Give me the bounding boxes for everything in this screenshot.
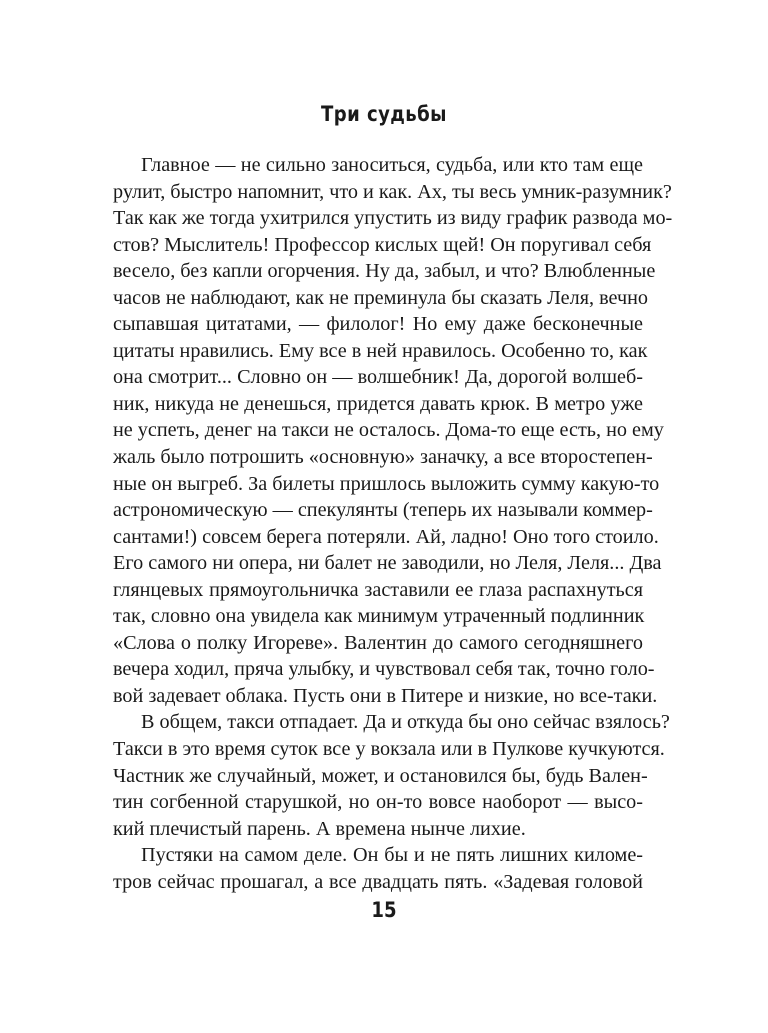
chapter-title: Три судьбы <box>321 102 447 126</box>
text-line: вой задевает облака. Пусть они в Питере и низкие, но все-таки. <box>113 684 658 707</box>
text-line: сыпавшая цитатами, — филолог! Но ему даже бесконечные <box>113 313 643 336</box>
text-line: Главное — не сильно заноситься, судьба, или кто там еще <box>141 154 643 176</box>
text-line: цитаты нравились. Ему все в ней нравилось. Особенно то, как <box>113 339 648 362</box>
text-line: тин согбенной старушкой, но он-то вовсе наоборот — высо- <box>113 791 643 814</box>
text-line: стов? Мыслитель! Профессор кислых щей! Он поругивал себя <box>113 233 652 256</box>
text-line: астрономическую — спекулянты (теперь их называли коммер- <box>113 499 653 522</box>
text-line: рулит, быстро напомнит, что и как. Ах, ты весь умник-разумник? <box>113 180 672 203</box>
text-line: она смотрит... Словно он — волшебник! Да, дорогой волшеб- <box>113 366 643 389</box>
text-line: часов не наблюдают, как не преминула бы сказать Леля, вечно <box>113 286 648 309</box>
text-line: весело, без капли огорчения. Ну да, забыл, и что? Влюбленные <box>113 260 656 283</box>
text-line: Пустяки на самом деле. Он бы и не пять лишних киломе- <box>141 844 643 867</box>
text-line: глянцевых прямоугольничка заставили ее глаза распахнуться <box>113 578 643 601</box>
text-line: «Слова о полку Игореве». Валентин до самого сегодняшнего <box>113 631 643 654</box>
text-line: не успеть, денег на такси не осталось. Дома-то еще есть, но ему <box>113 419 664 442</box>
text-line: Частник же случайный, может, и остановился бы, будь Вален- <box>113 764 648 787</box>
text-line: тров сейчас прошагал, а все двадцать пять. «Задевая головой <box>113 870 643 893</box>
text-line: так, словно она увидела как минимум утраченный подлинник <box>113 605 645 628</box>
page-number: 15 <box>371 898 397 922</box>
text-line: ные он выгреб. За билеты пришлось выложить сумму какую-то <box>113 472 660 495</box>
text-line: сантами!) совсем берега потеряли. Ай, ладно! Оно того стоило. <box>113 525 659 548</box>
text-line: Его самого ни опера, ни балет не заводили, но Леля, Леля... Два <box>113 552 662 575</box>
text-line: Так как же тогда ухитрился упустить из виду график развода мо- <box>113 207 673 230</box>
text-line: жаль было потрошить «основную» заначку, а все второстепен- <box>113 446 653 469</box>
text-line: В общем, такси отпадает. Да и откуда бы оно сейчас взялось? <box>141 711 670 734</box>
body-text <box>113 152 673 895</box>
text-line: кий плечистый парень. А времена нынче лихие. <box>113 817 526 840</box>
text-line: ник, никуда не денешься, придется давать крюк. В метро уже <box>113 392 643 415</box>
text-line: Такси в это время суток все у вокзала или в Пулкове кучкуются. <box>113 738 665 761</box>
text-line: вечера ходил, пряча улыбку, и чувствовал себя так, точно голо- <box>113 658 655 681</box>
